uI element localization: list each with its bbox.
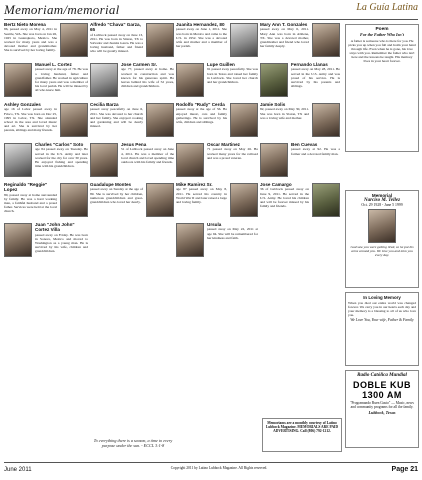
memorial-2-heading: In Loving Memory: [363, 295, 401, 300]
obituary-entry: [4, 22, 88, 59]
obituary-text: 51 of Lubbock passed away on June 4, 2011. He was a member of the local church and loved spending time outdoors with his family and friends.: [121, 147, 174, 164]
page-header: [4, 2, 418, 20]
obituary-text: passed away on May 28, 2011. He served in the U.S. Army and was proud of his service. He is survived by his parents and siblings.: [291, 67, 340, 88]
obituary-name: Mary Ann T. Gonzales: [260, 22, 308, 27]
obituary-photo: [146, 23, 174, 57]
obituary-photo: [146, 103, 174, 137]
obituary-name: Ursula: [207, 222, 222, 227]
obituary-name: Charles "Carlos" Soto: [35, 142, 84, 147]
obituary-name: Oscar Martinez: [207, 142, 240, 147]
obituary-text: age 84 passed away on Tuesday. He served in the U.S. Army and later worked for the city for over 30 years. He enjoyed fishing and spending time with his grandchildren.: [35, 147, 88, 168]
obituary-name: Ben Cuevas: [291, 142, 318, 147]
obituary-photo: [4, 143, 32, 177]
issue-date: June 2011: [4, 467, 32, 473]
section-title: Memoriam/memorial: [4, 2, 120, 17]
memorial-2-body: When you died our entire world was changed forever. We carry you in our hearts each day and your memory is a blessing to all of us who love you.: [348, 301, 416, 318]
memoriam-notice: Memoriams are a monthly courtesy of Latino Lubbock Magazine. MEMORIALS ARE PAID ADVERTISING. Call (806) 792-1212.: [262, 418, 342, 452]
obituary-text: passed away on May 22, 2011 at age 94. She will be remembered for her kindness and faith.: [207, 227, 258, 240]
obituary-entry: [4, 142, 88, 179]
obituary-entry: [176, 222, 258, 259]
obituary-entry: [260, 182, 340, 219]
header-rule: [4, 19, 418, 20]
obituary-text: 71 passed away on May 26. He worked many years for the railroad and was a proud veteran.: [207, 147, 258, 160]
memorial-photo: [368, 209, 396, 243]
obituary-photo: [90, 63, 118, 97]
memorial-box-2: [345, 292, 419, 366]
obituary-text: 91 passed away peacefully. She was born in Texas and raised her family in Lubbock. She loved her church and her grandchildren.: [207, 67, 258, 84]
obituary-entry: [4, 182, 88, 219]
obituary-text: passed away at the age of 56. He enjoyed music, cars and family gatherings. He is survived by his wife, children and siblings.: [176, 107, 227, 124]
obituary-photo: [312, 183, 340, 217]
obituary-photo: [146, 183, 174, 217]
radio-sign: Lubbock, Texas: [368, 410, 396, 416]
obituary-photo: [176, 143, 204, 177]
obituary-text: 82, passed away on May 30, 2011. She was born in Slaton, TX and was a loving wife and mother.: [260, 107, 309, 120]
obituary-photo: [60, 103, 88, 137]
magazine-logo: La Guía Latina: [356, 2, 418, 13]
obituary-name: Ashley Gonzales: [4, 102, 41, 107]
obituary-entry: [260, 102, 340, 139]
obituary-text: 80, passed away at home surrounded by family. He was a hard working man, a faithful husband and a proud father. Services were held at the local church.: [4, 192, 57, 214]
obituary-name: Rodolfo "Rudy" Cerda: [176, 102, 225, 107]
memorial-2-signature: We Love You, Your wife, Father & Family: [350, 318, 414, 323]
obituary-text: passed away at the age of 78. He was a loving husband, father and grandfather. He worked in agriculture for many years and was a member of his local parish. He will be missed by all who knew him.: [35, 67, 88, 92]
obituary-entry: [90, 142, 174, 179]
obituary-name: Jamie Solis: [260, 102, 286, 107]
obituary-photo: [60, 23, 88, 57]
obituary-photo: [260, 63, 288, 97]
poem-body: A father is someone who is there for you. He picks you up when you fall and holds your hand through life. Even when he is gone, his love stays with you. Remember the father who isn't here and the lessons he taught. His memory lives in your heart forever.: [348, 39, 416, 64]
obituary-name: Lupe Guillen: [207, 62, 235, 67]
radio-ad: [345, 370, 419, 448]
obituary-photo: [176, 223, 204, 257]
poem-subtitle: For the Father Who Isn't: [360, 32, 404, 37]
obituary-photo: [90, 143, 118, 177]
obituary-name: Cecilia Barza: [90, 102, 119, 107]
poem-box: [345, 24, 419, 152]
memorial-box: [345, 190, 419, 288]
obituary-entry: [260, 142, 340, 179]
obituary-text: passed away on Sunday at the age of 89. She is survived by her children, numerous grandchildren and great-grandchildren who loved her dearly.: [90, 187, 143, 204]
obituary-entry: [176, 22, 258, 59]
obituary-photo: [4, 223, 32, 257]
column-3: [176, 22, 258, 452]
obituary-entry: [4, 62, 88, 99]
obituary-photo: [312, 23, 340, 57]
obituary-photo: [230, 103, 258, 137]
obituary-entry: [176, 182, 258, 219]
obituary-entry: [260, 22, 340, 59]
obituary-text: age 77, passed away at home. He worked in construction and was known for his generous spirit. He leaves behind his wife of 52 years, children and grandchildren.: [121, 67, 174, 88]
obituary-text: passed away on Friday. He was born in Sonora, Mexico and moved to Washington as a young man. He is survived by his wife, children and grandchildren.: [35, 232, 88, 254]
obituary-entry: [176, 102, 258, 139]
obituary-name: Jose Camargo: [260, 182, 292, 187]
obituary-name: Guadalupe Montes: [90, 182, 132, 187]
obituary-name: Juanita Hernandez, 80: [176, 22, 225, 27]
copyright: Copyright 2011 by Latino Lubbock Magazine. All Rights reserved.: [170, 466, 268, 470]
obituary-entry: [90, 22, 174, 59]
obituary-photo: [60, 183, 88, 217]
page-footer: [4, 462, 418, 478]
obituary-photo: [312, 103, 340, 137]
obituary-text: passed away on May 6, 2011. Mary Ann was born in Abilene, TX. She was a devoted mother, grandmother and friend who loved her family deeply.: [260, 27, 309, 48]
page-number: Page 21: [391, 466, 418, 473]
obituary-name: Reginaldo "Reggie" Lopez: [4, 182, 48, 193]
obituary-photo: [4, 63, 32, 97]
obituary-name: Bertz Nieto Morena: [4, 22, 46, 27]
bible-verse: To everything there is a season, a time to every purpose under the sun. - ECCL 3:1-8: [93, 438, 173, 448]
obituary-name: Jesus Pena: [121, 142, 147, 147]
obituary-entry: [90, 182, 174, 219]
radio-title: Radio Católica Mundial: [357, 373, 407, 378]
column-1: [4, 22, 88, 452]
obituary-photo: [230, 23, 258, 57]
obituary-name: Mike Ramirez Sr.: [176, 182, 213, 187]
obituary-text: 36 of Lubbock passed away on June 9, 2011. He served in the U.S. Army. He loved his children and will be forever missed by his family and friends.: [260, 187, 309, 208]
obituary-entry: [176, 62, 258, 99]
obituary-entry: [260, 62, 340, 99]
obituary-entry: [176, 142, 258, 179]
memorial-heading: Memorial: [371, 193, 393, 198]
obituary-entry: [90, 102, 174, 139]
column-2: [90, 22, 174, 452]
radio-body: "Programando Buen Gusto" — Music, news and community programs for all the family.: [350, 401, 414, 410]
obituary-text: passed away at 92. He was a farmer and a devoted family man.: [291, 147, 340, 156]
obituary-name: Juan "John John" Cortez Villa: [35, 222, 75, 233]
footer-rule: [4, 462, 418, 463]
poem-title: Poem: [375, 27, 389, 32]
obituary-text: age 87 passed away on May 8, 2011. He served his country in World War II and later raised a large and loving family.: [176, 187, 227, 204]
obituary-entry: [4, 222, 88, 259]
memorial-dates: Oct. 29 1928 - June 5 1999: [361, 203, 403, 207]
memorial-body: God saw you were getting tired, so he put his arms around you. We love you and miss you every day.: [350, 245, 414, 258]
memorial-name: Narciso M. Tellez: [363, 198, 401, 203]
obituary-text: passed away on June 1, 2011. She was born in Mexico and came to the U.S. in 1952. She was a devoted wife and mother and a member of her parish.: [176, 27, 227, 48]
obituary-text: of Lubbock passed away on June 13, 2011. He was born in Sinton, TX to Salvador and Juanita Garza. He was a loving husband, father and friend who will be greatly missed.: [90, 32, 143, 54]
obituary-entry: [4, 102, 88, 139]
obituary-text: passed away peacefully on June 6, 2011. She was devoted to her church and her family. She enjoyed cooking and gardening and will be dearly missed.: [90, 107, 143, 128]
obituary-name: Manuel L. Cortez: [35, 62, 72, 67]
obituary-photo: [260, 143, 288, 177]
obituary-name: Jose Carmen Sr.: [121, 62, 158, 67]
obituary-text: 86, passed away on May 4, 2011 in Seattle, WA. She was born on Jan 26, 1925 in Guanajuato, Mexico. She worked for many years and was a devoted mother and grandmother. She is survived by her loving family.: [4, 27, 57, 52]
obituary-photo: [230, 183, 258, 217]
obituary-photo: [176, 63, 204, 97]
obituary-entry: [90, 62, 174, 99]
radio-logo: DOBLE KUB 1300 AM: [353, 380, 411, 400]
obituary-name: Fernando Llanas: [291, 62, 328, 67]
obituary-name: Alfredo "Chava" Garza, 65: [90, 22, 141, 33]
column-4: [260, 22, 340, 452]
obituary-text: age 16 of Labor passed away in Frisco, TX. She was born on Dec 25, 1995 in Labor, TX. She attended school in the area and loved music and art. She is survived by her parents, siblings and many friends.: [4, 107, 57, 132]
